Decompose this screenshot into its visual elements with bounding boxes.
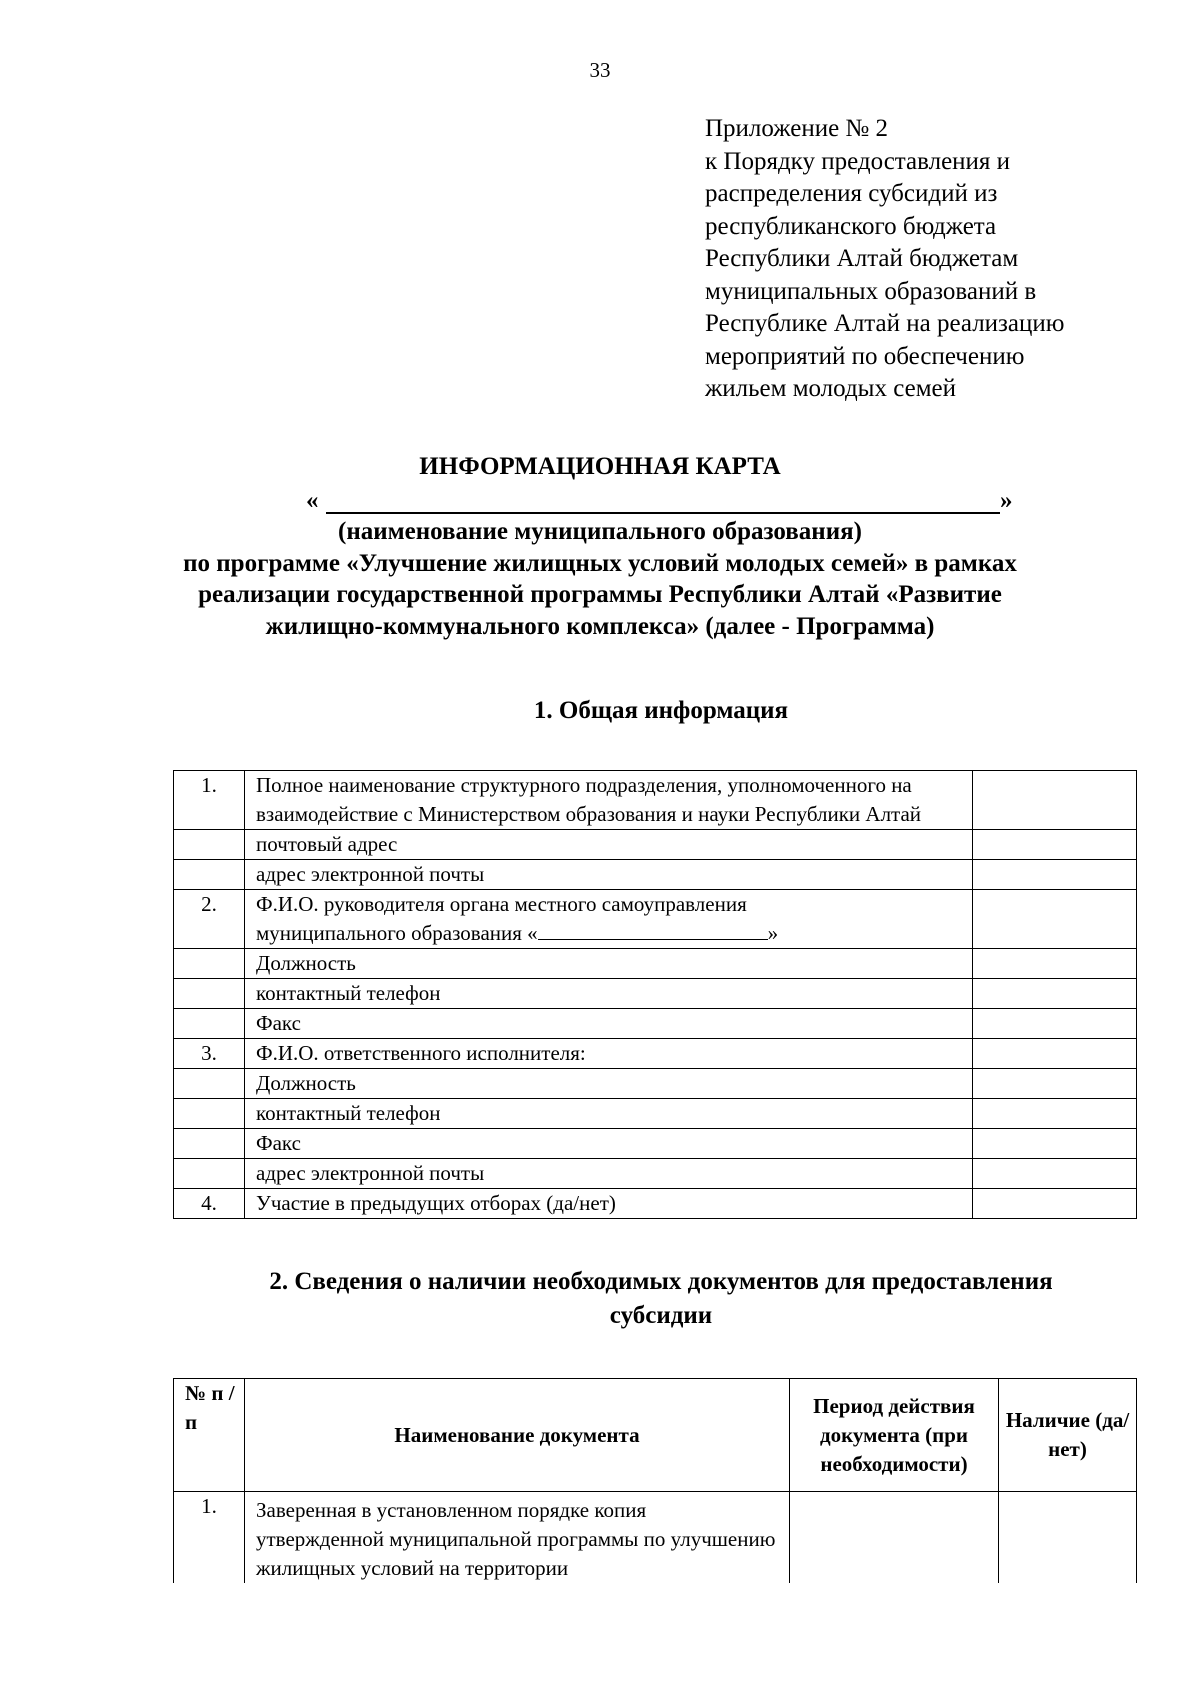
row-value-cell[interactable] (973, 1159, 1137, 1189)
document-title-block (0, 450, 1200, 642)
row-label: Факс (245, 1009, 973, 1039)
subtitle-line: жилищно-коммунального комплекса» (далее - Программа) (265, 612, 935, 640)
table-row (174, 890, 1137, 949)
row-number (174, 979, 245, 1009)
row-label: адрес электронной почты (245, 1159, 973, 1189)
row-value-cell[interactable] (973, 1189, 1137, 1219)
row-number: 4. (174, 1189, 245, 1219)
appendix-line: к Порядку предоставления и (705, 147, 1011, 175)
row-label: Должность (245, 1069, 973, 1099)
row-label-head (245, 890, 973, 949)
row-value-cell[interactable] (973, 949, 1137, 979)
appendix-line: мероприятий по обеспечению (705, 342, 1025, 370)
table-row (174, 1099, 1137, 1129)
row-label-cont: муниципального образования « (256, 921, 538, 945)
document-title: ИНФОРМАЦИОННАЯ КАРТА (419, 453, 781, 480)
row-number: 2. (174, 890, 245, 949)
appendix-line: Приложение № 2 (705, 115, 889, 142)
row-label: Участие в предыдущих отборах (да/нет) (245, 1189, 973, 1219)
municipality-name-blank (0, 484, 1200, 516)
row-value-cell[interactable] (973, 771, 1137, 830)
documents-table (173, 1378, 1137, 1583)
subtitle-line: по программе «Улучшение жилищных условий молодых семей» в рамках (183, 549, 1017, 577)
row-value-cell[interactable] (973, 1039, 1137, 1069)
table-row (174, 830, 1137, 860)
row-number (174, 830, 245, 860)
row-label: контактный телефон (245, 1099, 973, 1129)
row-value-cell[interactable] (973, 860, 1137, 890)
table-row (174, 1189, 1137, 1219)
row-number (174, 1069, 245, 1099)
section2-heading-line: субсидии (609, 1302, 713, 1329)
row-number (174, 1009, 245, 1039)
table-row (174, 1069, 1137, 1099)
general-info-table (173, 770, 1137, 1219)
header-document-name: Наименование документа (245, 1379, 790, 1492)
row-value-cell[interactable] (973, 1069, 1137, 1099)
row-label: Полное наименование структурного подразделения, уполномоченного на взаимодействие с Министерством образования и науки Республики Алтай (245, 771, 973, 830)
row-number (174, 949, 245, 979)
row-value-cell[interactable] (973, 979, 1137, 1009)
table-row (174, 860, 1137, 890)
appendix-line: Республики Алтай бюджетам (705, 245, 1019, 272)
document-subtitle (0, 516, 1200, 642)
row-presence-cell[interactable] (999, 1492, 1137, 1584)
row-value-cell[interactable] (973, 890, 1137, 949)
row-document: Заверенная в установленном порядке копия утвержденной муниципальной программы по улучшению жилищных условий на территории (245, 1492, 790, 1584)
row-label: Ф.И.О. ответственного исполнителя: (245, 1039, 973, 1069)
row-label: почтовый адрес (245, 830, 973, 860)
appendix-line: распределения субсидий из (705, 180, 998, 207)
row-value-cell[interactable] (973, 1009, 1137, 1039)
section2-heading-line: 2. Сведения о наличии необходимых документов для предоставления (269, 1268, 1053, 1295)
row-number (174, 1159, 245, 1189)
table-row (174, 771, 1137, 830)
table-row (174, 1129, 1137, 1159)
quote-open: « (306, 487, 319, 514)
header-presence: Наличие (да/нет) (999, 1379, 1137, 1492)
appendix-line: жильем молодых семей (705, 375, 957, 402)
table-header-row (174, 1379, 1137, 1492)
row-value-cell[interactable] (973, 1099, 1137, 1129)
subtitle-line: реализации государственной программы Республики Алтай «Развитие (198, 581, 1002, 608)
appendix-note (705, 113, 1185, 406)
header-number: № п /п (174, 1379, 245, 1492)
row-label: Ф.И.О. руководителя органа местного самоуправления (256, 892, 747, 916)
table-row (174, 979, 1137, 1009)
table-row (174, 1039, 1137, 1069)
table-row (174, 1492, 1137, 1584)
row-value-cell[interactable] (973, 830, 1137, 860)
table-row (174, 949, 1137, 979)
subtitle-line: (наименование муниципального образования) (338, 518, 862, 545)
section2-heading (0, 1265, 1200, 1333)
blank-underline (326, 512, 1000, 514)
row-number (174, 1099, 245, 1129)
blank-underline (538, 919, 768, 940)
row-number: 1. (174, 771, 245, 830)
quote-close: » (1000, 487, 1013, 514)
table-row (174, 1159, 1137, 1189)
row-period-cell[interactable] (790, 1492, 999, 1584)
appendix-line: республиканского бюджета (705, 212, 997, 240)
appendix-line: Республике Алтай на реализацию (705, 310, 1065, 337)
section1-heading: 1. Общая информация (533, 697, 789, 724)
row-label: Факс (245, 1129, 973, 1159)
header-period: Период действия документа (при необходимости) (790, 1379, 999, 1492)
table-row (174, 1009, 1137, 1039)
row-number: 3. (174, 1039, 245, 1069)
row-label: контактный телефон (245, 979, 973, 1009)
row-label: адрес электронной почты (245, 860, 973, 890)
row-number (174, 860, 245, 890)
row-label-end: » (767, 921, 779, 945)
row-number (174, 1129, 245, 1159)
appendix-line: муниципальных образований в (705, 277, 1037, 305)
row-value-cell[interactable] (973, 1129, 1137, 1159)
row-number: 1. (174, 1492, 245, 1584)
page-number: 33 (589, 58, 611, 82)
row-label: Должность (245, 949, 973, 979)
